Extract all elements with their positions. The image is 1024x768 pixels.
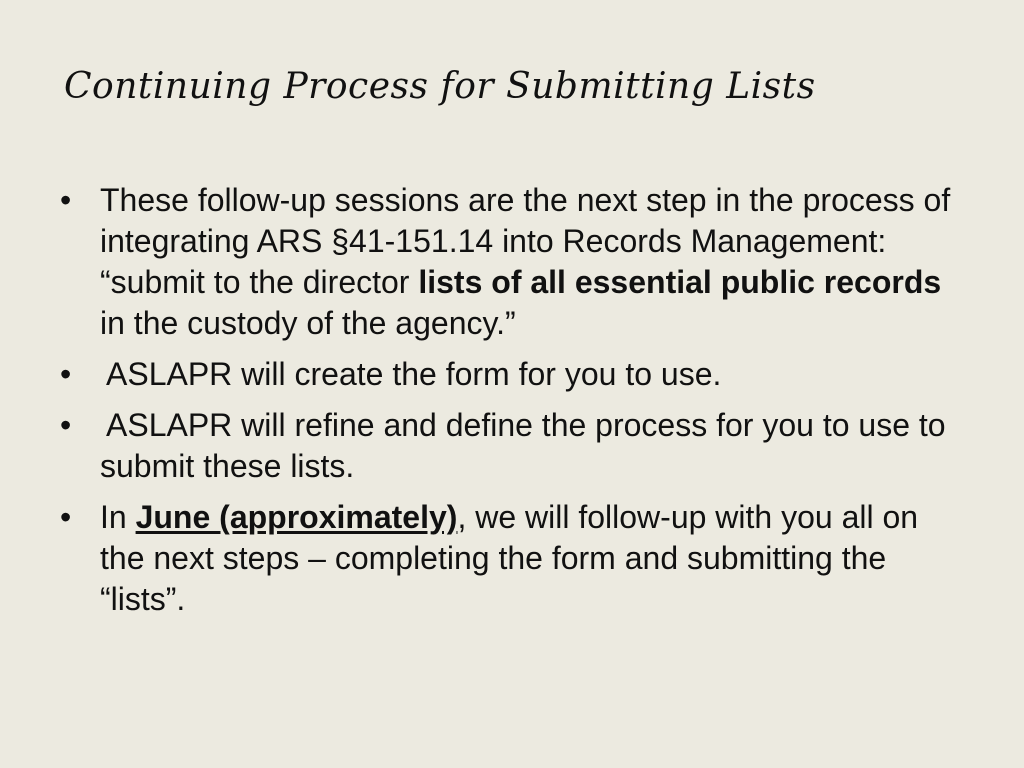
bullet-4-emphasis: June (approximately) (135, 499, 458, 535)
bullet-4-text-start: In (100, 499, 136, 535)
slide-title: Continuing Process for Submitting Lists (64, 66, 816, 107)
bullet-dot-icon: • (60, 499, 72, 535)
bullet-2-text: ASLAPR will create the form for you to use. (106, 356, 722, 392)
bullet-item-3 (60, 405, 960, 487)
bullet-dot-icon: • (60, 182, 72, 218)
bullet-1-emphasis: lists of all essential public records (418, 264, 942, 300)
bullet-item-4 (60, 497, 960, 620)
bullet-1-text-end: in the custody of the agency.” (100, 305, 516, 341)
bullet-dot-icon: • (60, 356, 72, 392)
bullet-3-text: ASLAPR will refine and define the process for you to use to submit these lists. (100, 407, 946, 484)
bullet-4-text-end: , we will follow-up with you all on the next steps – completing the form and submitting the “lists”. (100, 499, 919, 617)
bullet-dot-icon: • (60, 407, 72, 443)
bullet-item-1 (60, 180, 960, 344)
bullet-list (60, 180, 960, 630)
bullet-1-text-start: These follow-up sessions are the next step in the process of integrating ARS §41-151.14 into Records Management: “submit to the director (100, 182, 951, 300)
bullet-item-2 (60, 354, 960, 395)
